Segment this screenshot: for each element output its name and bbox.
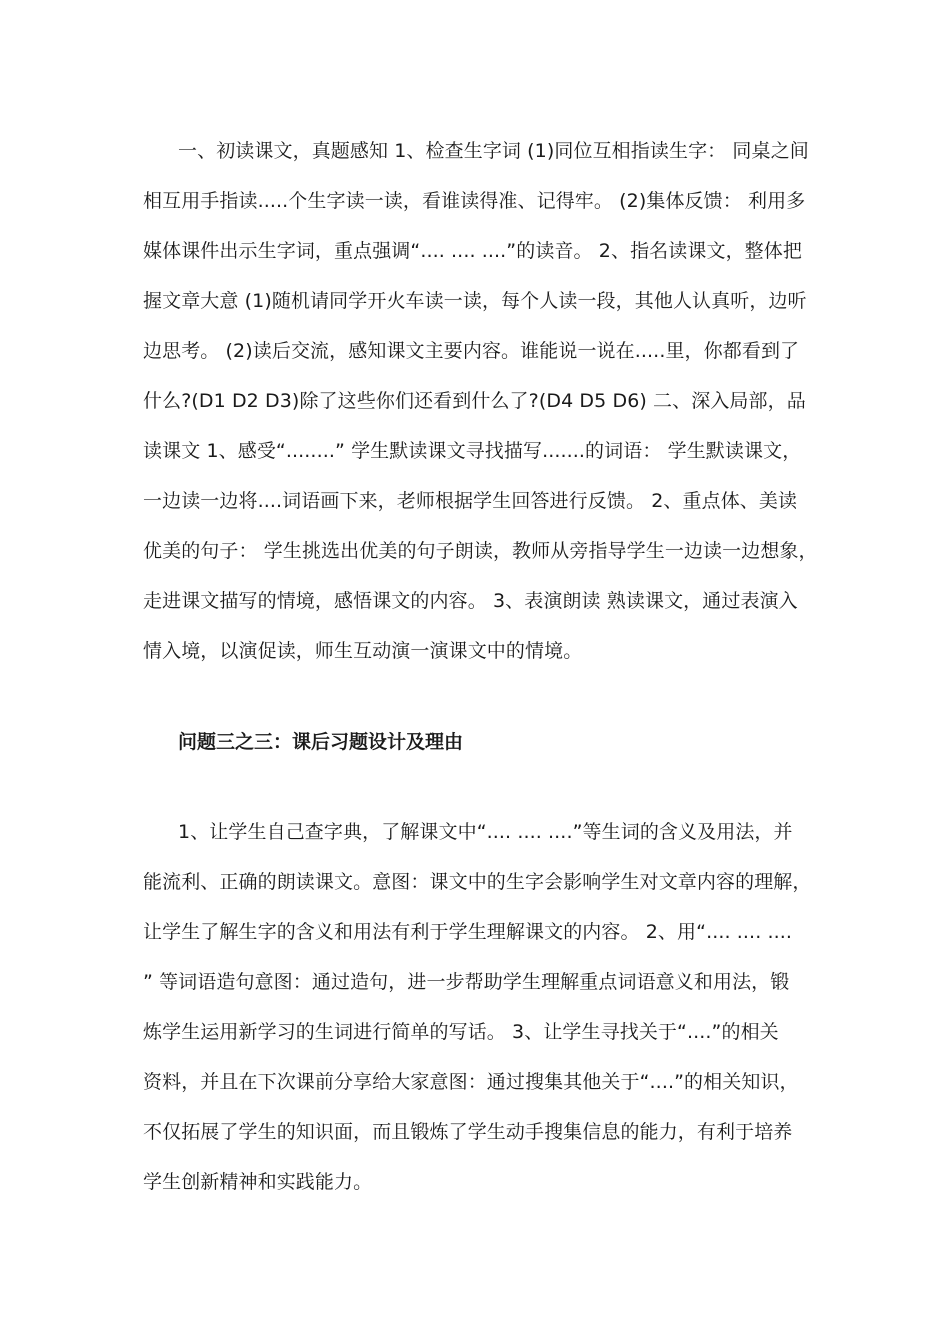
text-line: 让学生了解生字的含义和用法有利于学生理解课文的内容。 2、用“.... .... .... xyxy=(143,921,793,943)
text-line: 一边读一边将....词语画下来，老师根据学生回答进行反馈。 2、重点体、美读 xyxy=(143,490,798,512)
text-line: 握文章大意 (1)随机请同学开火车读一读，每个人读一段，其他人认真听，边听 xyxy=(143,290,807,312)
text-line: 走进课文描写的情境，感悟课文的内容。 3、表演朗读 熟读课文，通过表演入 xyxy=(143,590,798,612)
text-line: 什么?(D1 D2 D3)除了这些你们还看到什么了?(D4 D5 D6) 二、深入局部，品 xyxy=(143,390,806,412)
text-line: 媒体课件出示生字词，重点强调“.... .... ....”的读音。 2、指名读课文，整体把 xyxy=(143,240,802,262)
text-line: 学生创新精神和实践能力。 xyxy=(143,1171,373,1193)
text-line: 读课文 1、感受“........” 学生默读课文寻找描写.......的词语： 学生默读课文， xyxy=(143,440,802,462)
text-line: 一、初读课文，真题感知 1、检查生字词 (1)同位互相指读生字： 同桌之间 xyxy=(178,140,809,162)
section-heading: 问题三之三：课后习题设计及理由 xyxy=(178,731,464,753)
text-line: 边思考。 (2)读后交流，感知课文主要内容。谁能说一说在.....里，你都看到了 xyxy=(143,340,800,362)
text-line: ” 等词语造句意图：通过造句，进一步帮助学生理解重点词语意义和用法，锻 xyxy=(143,971,790,993)
text-line: 1、让学生自己查字典，了解课文中“.... .... ....”等生词的含义及用法，并 xyxy=(178,821,793,843)
text-line: 相互用手指读.....个生字读一读，看谁读得准、记得牢。 (2)集体反馈： 利用多 xyxy=(143,190,806,212)
text-line: 资料，并且在下次课前分享给大家意图：通过搜集其他关于“....”的相关知识， xyxy=(143,1071,799,1093)
text-line: 能流利、正确的朗读课文。意图：课文中的生字会影响学生对文章内容的理解， xyxy=(143,871,812,893)
text-line: 炼学生运用新学习的生词进行简单的写话。 3、让学生寻找关于“....”的相关 xyxy=(143,1021,779,1043)
text-line: 优美的句子： 学生挑选出优美的句子朗读，教师从旁指导学生一边读一边想象， xyxy=(143,540,818,562)
text-line: 情入境，以演促读，师生互动演一演课文中的情境。 xyxy=(143,640,583,662)
text-line: 不仅拓展了学生的知识面，而且锻炼了学生动手搜集信息的能力，有利于培养 xyxy=(143,1121,793,1143)
